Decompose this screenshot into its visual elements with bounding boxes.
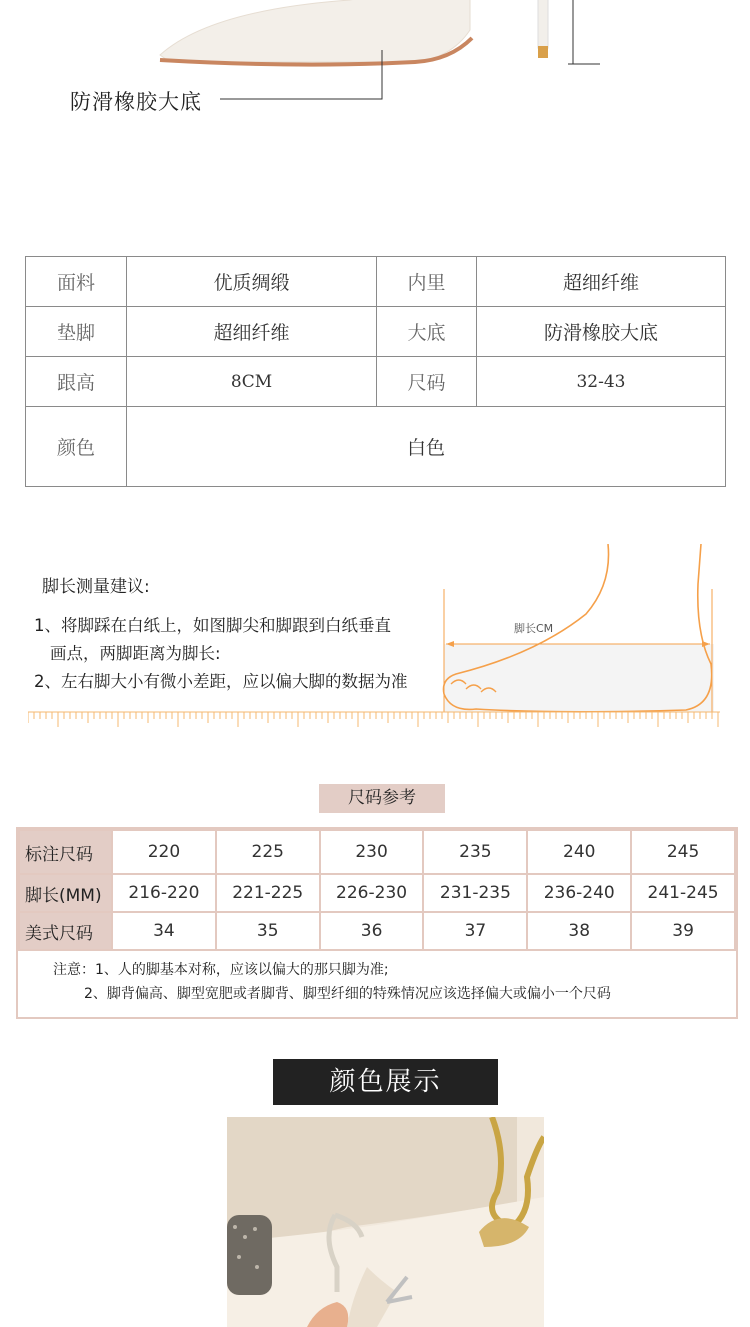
spec-key: 内里 [377,257,477,307]
spec-value: 防滑橡胶大底 [477,307,726,357]
spec-row [26,357,726,407]
size-cell: 240 [527,830,631,874]
foot-diagram [436,544,726,716]
size-chart-title: 尺码参考 [319,784,445,813]
size-cell: 37 [423,912,527,950]
size-cell: 231-235 [423,874,527,912]
spec-value: 8CM [127,357,377,407]
measurement-step-1: 1、将脚踩在白纸上，如图脚尖和脚跟到白纸垂直 [34,616,391,635]
ruler [28,711,720,731]
size-cell: 39 [631,912,735,950]
size-cell: 245 [631,830,735,874]
size-row-label-size [19,830,735,874]
product-photo-illustration [227,1117,544,1327]
size-cell: 216-220 [112,874,216,912]
size-cell: 241-245 [631,874,735,912]
row-header: 美式尺码 [19,912,112,950]
size-cell: 226-230 [320,874,424,912]
spec-key: 跟高 [26,357,127,407]
size-row-foot-length [19,874,735,912]
callout-line [220,50,390,106]
size-cell: 236-240 [527,874,631,912]
size-chart [16,827,738,1019]
size-cell: 225 [216,830,320,874]
measurement-step-1-cont: 画点，两脚距离为脚长: [50,644,221,663]
size-cell: 36 [320,912,424,950]
spec-row [26,307,726,357]
size-row-us-size [19,912,735,950]
size-cell: 34 [112,912,216,950]
spec-key: 尺码 [377,357,477,407]
size-note-2: 2、脚背偏高、脚型宽肥或者脚背、脚型纤细的特殊情况应该选择偏大或偏小一个尺码 [84,986,611,1002]
measurement-step-2: 2、左右脚大小有微小差距，应以偏大脚的数据为准 [34,672,408,691]
spec-value: 32-43 [477,357,726,407]
spec-row [26,407,726,487]
spec-table [25,256,726,487]
size-cell: 230 [320,830,424,874]
size-cell: 221-225 [216,874,320,912]
spec-value: 白色 [127,407,726,487]
product-photo [227,1117,544,1327]
size-table [18,829,736,951]
size-cell: 220 [112,830,216,874]
color-display-title: 颜色展示 [273,1059,498,1105]
size-note-1: 注意：1、人的脚基本对称，应该以偏大的那只脚为准; [53,962,389,978]
spec-value: 优质绸缎 [127,257,377,307]
size-cell: 235 [423,830,527,874]
measurement-title: 脚长测量建议: [42,577,150,597]
row-header: 标注尺码 [19,830,112,874]
spec-key: 垫脚 [26,307,127,357]
sole-callout-label: 防滑橡胶大底 [70,90,202,114]
foot-length-label: 脚长CM [514,622,554,635]
row-header: 脚长(MM) [19,874,112,912]
size-cell: 35 [216,912,320,950]
spec-row [26,257,726,307]
spec-value: 超细纤维 [127,307,377,357]
spec-key: 大底 [377,307,477,357]
spec-key: 颜色 [26,407,127,487]
spec-key: 面料 [26,257,127,307]
spec-value: 超细纤维 [477,257,726,307]
size-cell: 38 [527,912,631,950]
